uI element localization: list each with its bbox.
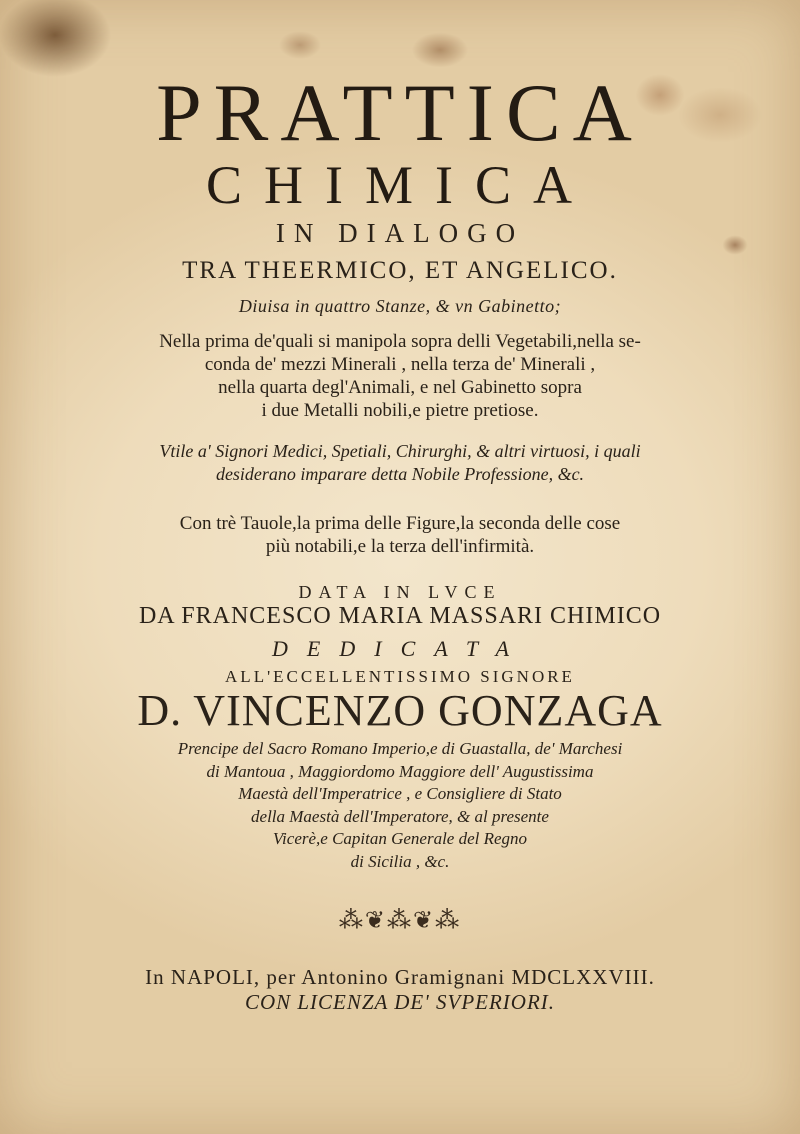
dedicatee-title-line: di Sicilia , &c. <box>350 851 450 871</box>
tables-paragraph <box>40 512 760 558</box>
dedicatee-title-line: Prencipe del Sacro Romano Imperio,e di Guastalla, de' Marchesi <box>177 739 623 758</box>
utility-line: desiderano imparare detta Nobile Professione, &c. <box>215 464 585 484</box>
description-line: Nella prima de'quali si manipola sopra delli Vegetabili,nella se- <box>159 331 641 352</box>
dedicatee-title-line: Vicerè,e Capitan Generale del Regno <box>272 829 528 848</box>
description-line: conda de' mezzi Minerali , nella terza de' Minerali , <box>204 354 596 375</box>
dedicatee-title-line: Maestà dell'Imperatrice , e Consigliere di Stato <box>238 784 562 803</box>
published-label: DATA IN LVCE <box>298 582 502 602</box>
title-line-4: TRA THEERMICO, ET ANGELICO. <box>182 257 618 284</box>
dedicatee-title-line: di Mantoua , Maggiordomo Maggiore dell' Augustissima <box>206 761 594 781</box>
imprint-line: In NAPOLI, per Antonino Gramignani MDCLXXVIII. <box>145 965 655 989</box>
utility-line: Vtile a' Signori Medici, Spetiali, Chirurghi, & altri virtuosi, i quali <box>159 441 641 461</box>
tables-line: Con trè Tauole,la prima delle Figure,la seconda delle cose <box>179 513 621 534</box>
author-line: DA FRANCESCO MARIA MASSARI CHIMICO <box>138 603 662 629</box>
title-line-1: PRATTICA <box>156 67 644 158</box>
dedicatee-name: D. VINCENZO GONZAGA <box>137 686 663 735</box>
title-line-3: IN DIALOGO <box>275 218 525 248</box>
dedicated-label: DEDICATA <box>272 636 528 661</box>
tables-line: più notabili,e la terza dell'infirmità. <box>265 536 535 557</box>
title-line-2: CHIMICA <box>205 155 594 215</box>
dedicatee-titles <box>40 738 760 873</box>
utility-paragraph <box>40 440 760 486</box>
division-line: Diuisa in quattro Stanze, & vn Gabinetto; <box>238 296 562 316</box>
license-line: CON LICENZA DE' SVPERIORI. <box>244 990 556 1014</box>
dedicatee-prefix: ALL'ECCELLENTISSIMO SIGNORE <box>225 667 575 686</box>
description-paragraph <box>40 330 760 422</box>
printer-ornament: ⁂❦⁂❦⁂ <box>338 906 462 934</box>
description-line: i due Metalli nobili,e pietre pretiose. <box>261 400 539 421</box>
dedicatee-title-line: della Maestà dell'Imperatore, & al presente <box>251 806 549 826</box>
description-line: nella quarta degl'Animali, e nel Gabinetto sopra <box>218 377 582 398</box>
